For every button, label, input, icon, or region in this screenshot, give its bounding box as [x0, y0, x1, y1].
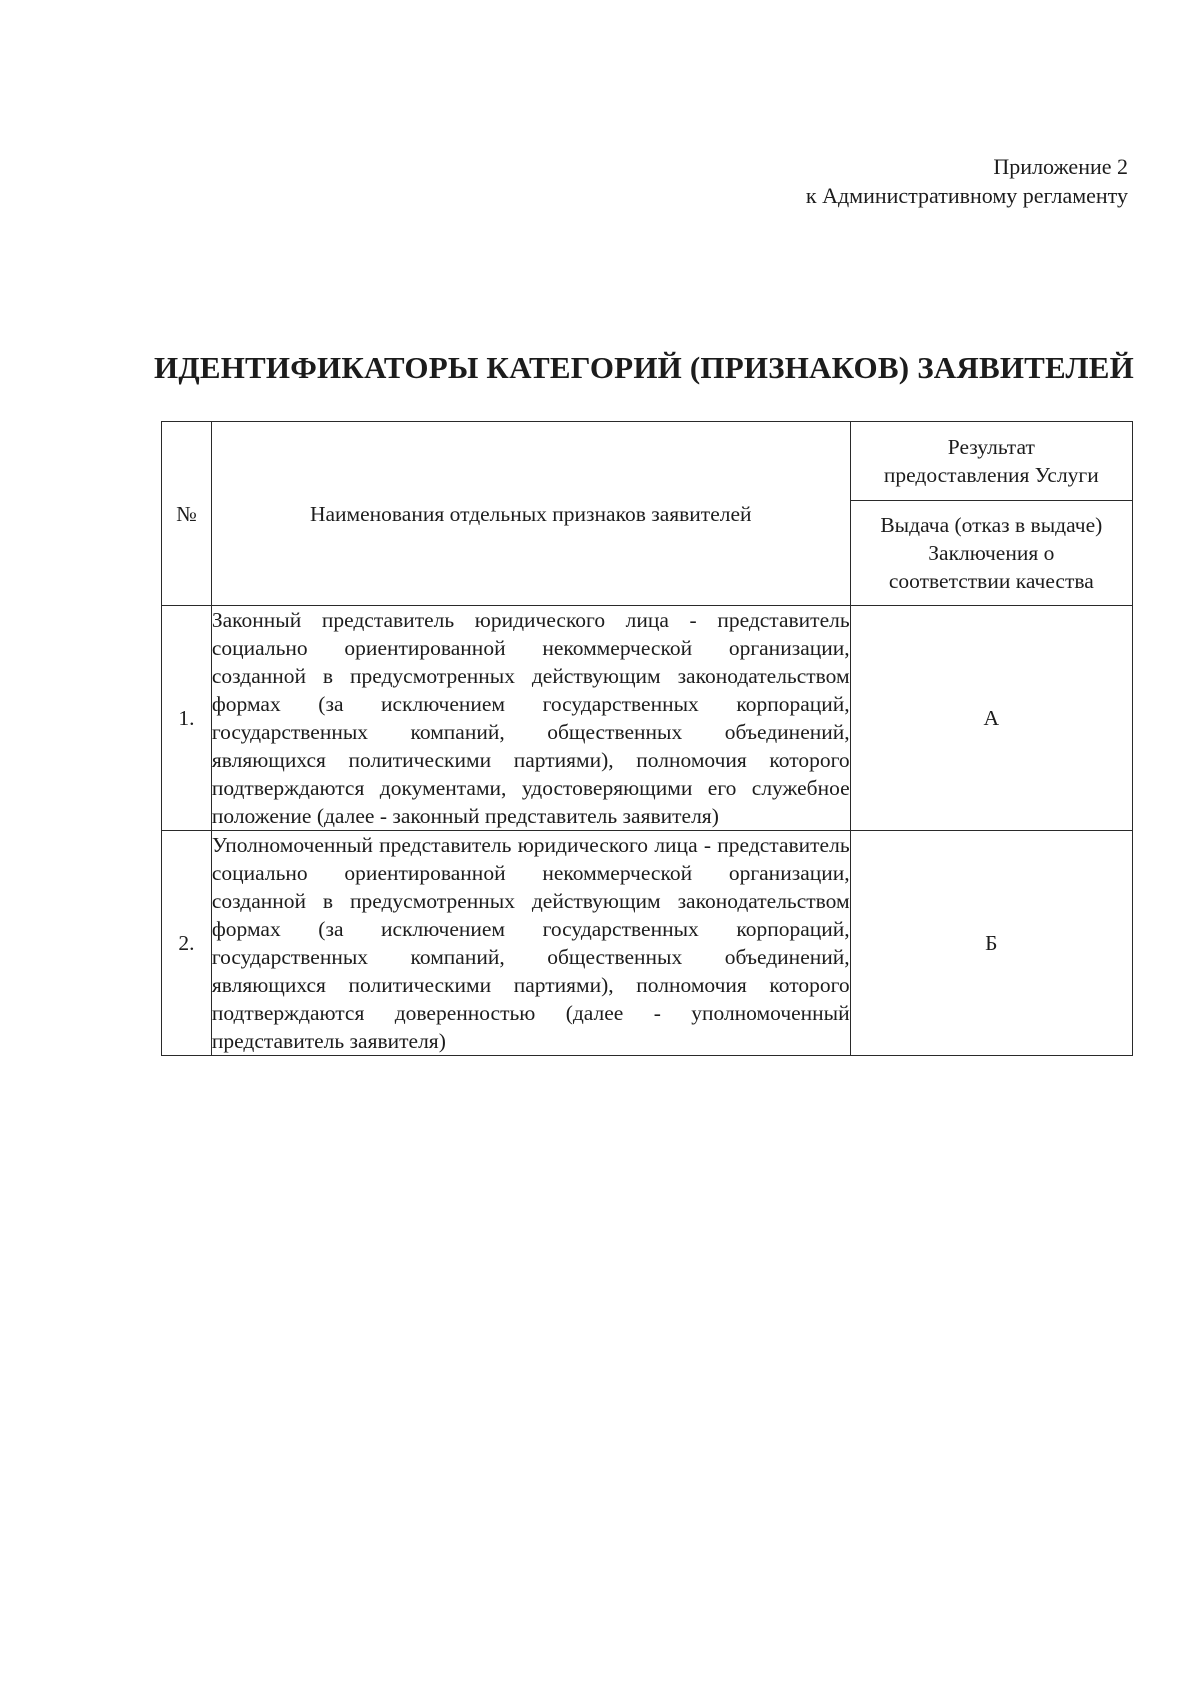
subheader-line2: Заключения о	[928, 541, 1055, 565]
row-result: Б	[850, 831, 1132, 1056]
appendix-label: Приложение 2	[993, 154, 1128, 179]
table-row	[162, 606, 1133, 831]
subheader-line3: соответствии качества	[888, 569, 1094, 593]
table-row	[162, 831, 1133, 1056]
header-result-line1: Результат	[947, 435, 1035, 459]
header-result	[850, 422, 1132, 501]
appendix-header	[806, 152, 1128, 210]
row-description: Законный представитель юридического лица - представитель социально ориентированной некоммерческой организации, созданной в предусмотренных действующим законодательством формах (за исключением государственных корпораций, государственных компаний, общественных объединений, являющихся политическими партиями), полномочия которого подтверждаются документами, удостоверяющими его служебное положение (далее - законный представитель заявителя)	[211, 606, 850, 831]
identifiers-table	[161, 421, 1133, 1056]
header-result-subcolumn	[850, 501, 1132, 606]
row-description: Уполномоченный представитель юридического лица - представитель социально ориентированной некоммерческой организации, созданной в предусмотренных действующим законодательством формах (за исключением государственных корпораций, государственных компаний, общественных объединений, являющихся политическими партиями), полномочия которого подтверждаются доверенностью (далее - уполномоченный представитель заявителя)	[211, 831, 850, 1056]
row-number: 1.	[162, 606, 212, 831]
table-header-row	[162, 422, 1133, 501]
header-name: Наименования отдельных признаков заявителей	[211, 422, 850, 606]
row-result: А	[850, 606, 1132, 831]
document-title: ИДЕНТИФИКАТОРЫ КАТЕГОРИЙ (ПРИЗНАКОВ) ЗАЯВИТЕЛЕЙ	[154, 350, 1134, 385]
appendix-reference: к Административному регламенту	[805, 183, 1128, 208]
row-number: 2.	[162, 831, 212, 1056]
header-result-line2: предоставления Услуги	[883, 463, 1099, 487]
header-number: №	[162, 422, 212, 606]
subheader-line1: Выдача (отказ в выдаче)	[880, 513, 1103, 537]
